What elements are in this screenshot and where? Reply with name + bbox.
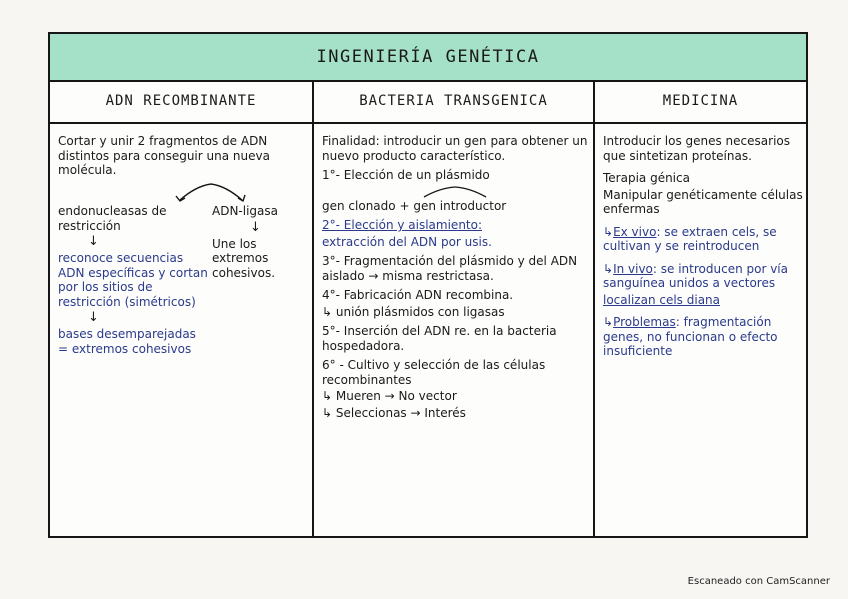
- scanner-watermark: Escaneado con CamScanner: [687, 576, 830, 587]
- step-6-option-b: ↳ Seleccionas → Interés: [322, 405, 466, 420]
- column-bacteria-transgenica: [312, 80, 593, 536]
- step-6-option-a: ↳ Mueren → No vector: [322, 389, 457, 403]
- column-body: [595, 124, 806, 536]
- split-arrows-icon: [410, 185, 500, 199]
- step-4: 4°- Fabricación ADN recombina.: [322, 288, 514, 302]
- step-2-desc: extracción del ADN por usis.: [322, 234, 492, 249]
- ex-vivo-label: Ex vivo: [613, 224, 657, 239]
- ex-vivo-desc: : se extraen cels, se cultivan y se reintroducen: [603, 224, 777, 253]
- endonuclease-branch: [58, 204, 208, 356]
- endonuclease-result: bases desemparejadas = extremos cohesivos: [58, 327, 196, 356]
- down-arrow-icon: ↓: [88, 234, 99, 249]
- step-4-desc: ↳ unión plásmidos con ligasas: [322, 304, 505, 319]
- column-adn-recombinante: [50, 80, 312, 536]
- column-body: [314, 124, 593, 536]
- step-5: 5°- Inserción del ADN re. en la bacteria hospedadora.: [322, 324, 557, 353]
- step-2: 2°- Elección y aislamiento:: [322, 218, 483, 232]
- ligase-title: ADN-ligasa: [212, 204, 278, 218]
- problems-label: Problemas: [613, 315, 676, 329]
- problems-item: ↳Problemas: fragmentación genes, no funcionan o efecto insuficiente: [603, 315, 778, 358]
- column-medicina: [593, 80, 806, 536]
- step-1-option-a: gen clonado: [322, 198, 396, 213]
- intro-text: Cortar y unir 2 fragmentos de ADN distintos para conseguir una nueva molécula.: [58, 134, 270, 177]
- down-arrow-icon: ↓: [88, 310, 99, 325]
- column-header: MEDICINA: [595, 80, 806, 124]
- in-vivo-label: In vivo: [613, 261, 653, 276]
- intro-text: Finalidad: introducir un gen para obtener un nuevo producto característico.: [322, 134, 588, 163]
- step-3: 3°- Fragmentación del plásmido y del ADN aislado → misma restrictasa.: [322, 254, 578, 283]
- ligase-desc: Une los extremos cohesivos.: [212, 236, 276, 280]
- in-vivo-result: localizan cels diana: [603, 292, 721, 307]
- title-bar: [50, 34, 806, 82]
- column-header: BACTERIA TRANSGENICA: [314, 80, 593, 124]
- column-body: [50, 124, 312, 536]
- therapy-desc: Manipular genéticamente células enfermas: [603, 187, 803, 216]
- in-vivo-desc: : se introducen por vía sanguínea unidos a vectores: [603, 261, 788, 290]
- intro-text: Introducir los genes necesarios que sintetizan proteínas.: [603, 134, 790, 163]
- notes-sheet: [48, 32, 808, 538]
- endonuclease-title: endonucleasas de restricción: [58, 204, 167, 233]
- column-header: ADN RECOMBINANTE: [50, 80, 312, 124]
- problems-desc: : fragmentación genes, no funcionan o efecto insuficiente: [603, 315, 778, 358]
- page-title: INGENIERÍA GENÉTICA: [316, 47, 540, 67]
- ex-vivo-item: ↳Ex vivo: se extraen cels, se cultivan y se reintroducen: [603, 224, 777, 253]
- step-1-option-b: gen introductor: [413, 198, 507, 213]
- plus-sign: +: [399, 198, 410, 213]
- ligase-branch: [212, 204, 307, 280]
- step-6: 6° - Cultivo y selección de las células recombinantes: [322, 358, 546, 387]
- endonuclease-desc: reconoce secuencias ADN específicas y cortan por los sitios de restricción (simétricos): [58, 251, 208, 309]
- therapy-title: Terapia génica: [603, 171, 690, 185]
- split-arrows-icon: [166, 180, 256, 204]
- down-arrow-icon: ↓: [250, 219, 261, 235]
- step-1-options: [322, 199, 590, 214]
- step-1: 1°- Elección de un plásmido: [322, 168, 490, 182]
- in-vivo-item: ↳In vivo: se introducen por vía sanguínea unidos a vectores: [603, 261, 788, 290]
